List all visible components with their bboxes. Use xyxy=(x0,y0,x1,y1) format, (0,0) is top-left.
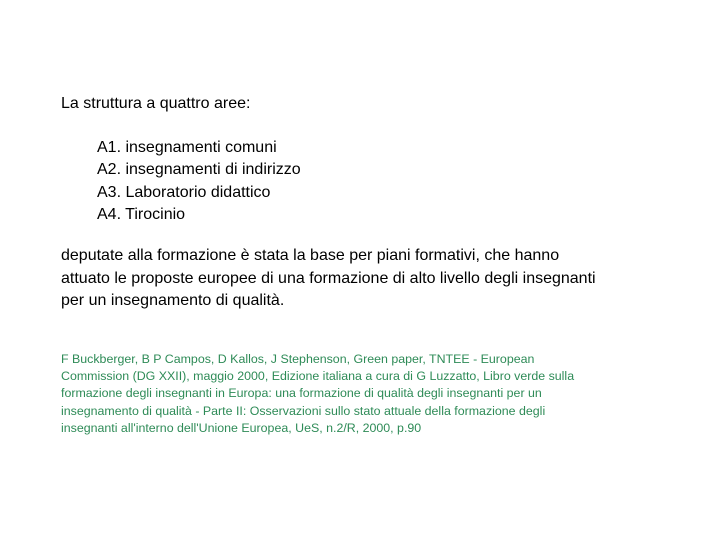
conclusion-line: deputate alla formazione è stata la base per piani formativi, che hanno xyxy=(61,247,560,264)
areas-list xyxy=(97,137,301,226)
citation-line: insegnamento di qualità - Parte II: Osservazioni sullo stato attuale della formazione degli xyxy=(61,403,546,418)
area-item-a4: A4. Tirocinio xyxy=(97,205,186,223)
area-item-a2: A2. insegnamenti di indirizzo xyxy=(97,161,301,179)
citation-line: Commission (DG XXII), maggio 2000, Edizione italiana a cura di G Luzzatto, Libro verde sulla xyxy=(61,369,575,384)
conclusion-line: attuato le proposte europee di una formazione di alto livello degli insegnanti xyxy=(61,269,596,287)
conclusion-paragraph xyxy=(61,245,701,313)
citation-line: formazione degli insegnanti in Europa: una formazione di qualità degli insegnanti per un xyxy=(61,386,542,401)
area-item-a1: A1. insegnamenti comuni xyxy=(97,139,277,156)
intro-text: La struttura a quattro aree: xyxy=(61,95,251,112)
citation-line: F Buckberger, B P Campos, D Kallos, J Stephenson, Green paper, TNTEE - European xyxy=(61,352,535,366)
citation-line: insegnanti all'interno dell'Unione Europea, UeS, n.2/R, 2000, p.90 xyxy=(61,420,422,435)
citation-paragraph xyxy=(61,351,701,437)
conclusion-line: per un insegnamento di qualità. xyxy=(61,292,285,309)
area-item-a3: A3. Laboratorio didattico xyxy=(97,183,271,201)
